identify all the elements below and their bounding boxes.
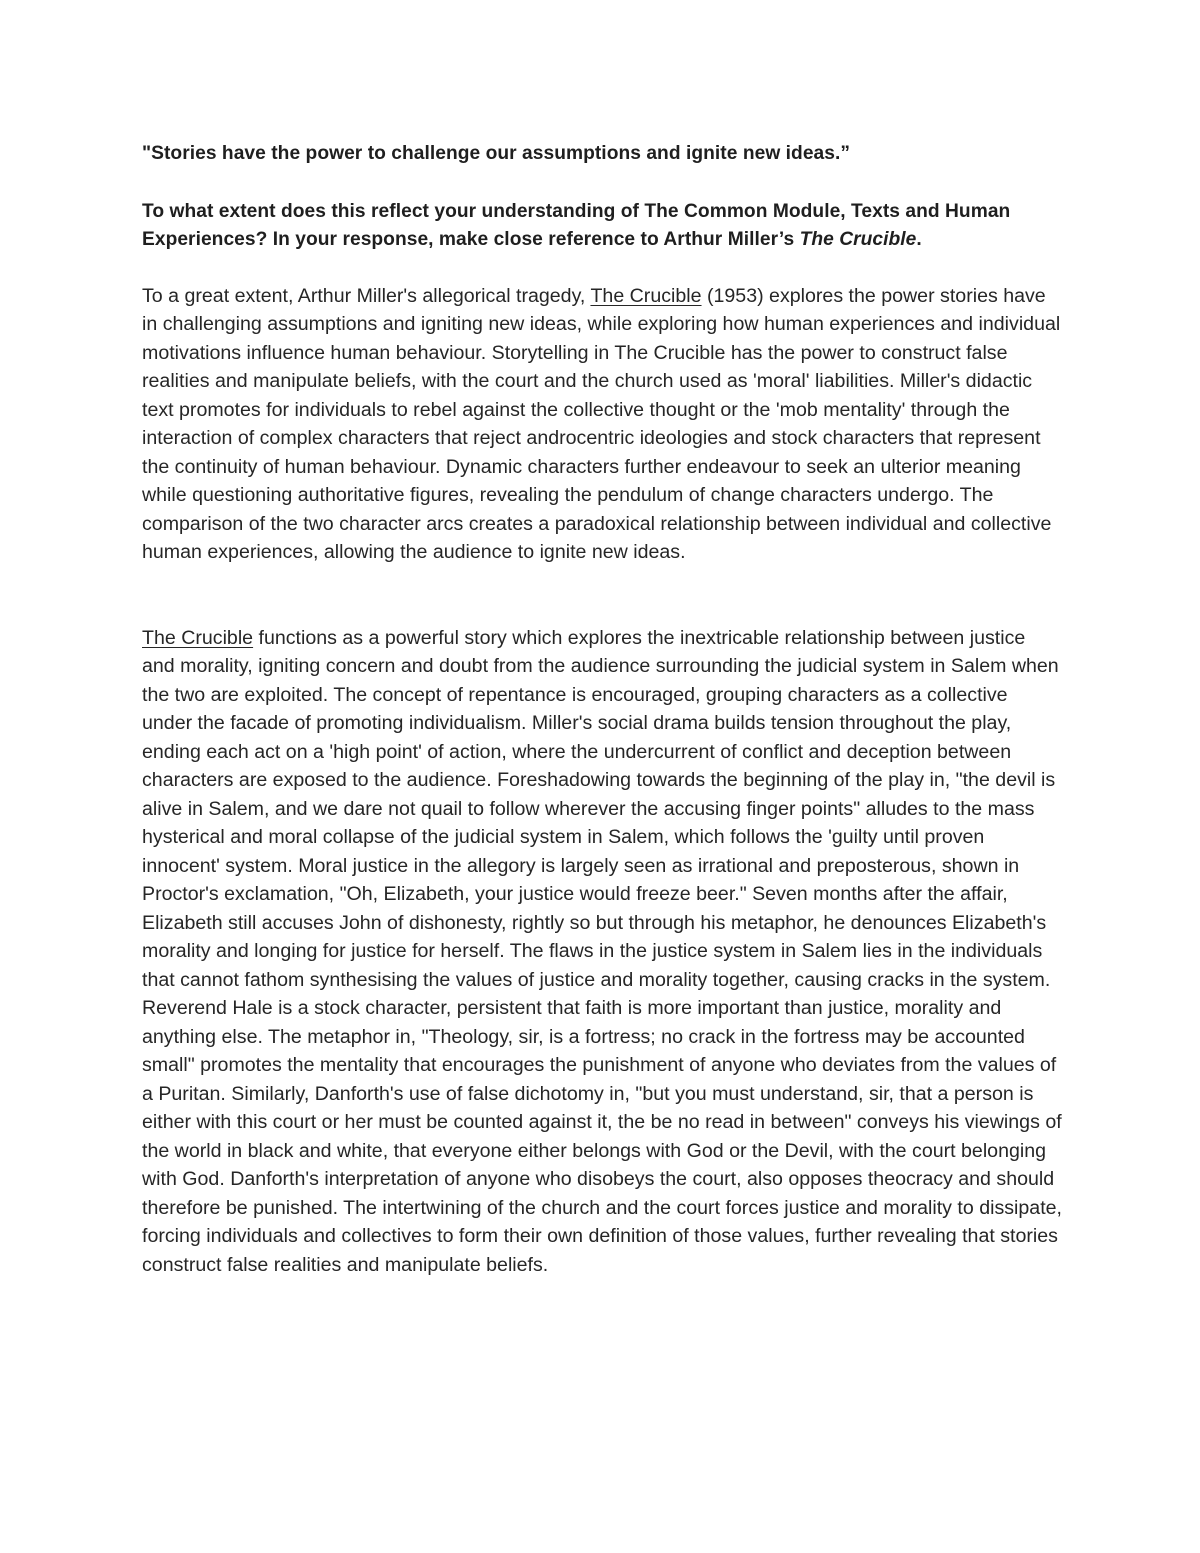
essay-question-title: The Crucible xyxy=(799,229,917,250)
intro-text-after-title: (1953) explores the power stories have in challenging assumptions and igniting new ideas, while exploring how human experiences and individual motivations influence human behaviour. Storytelling in The Crucible has the power to construct false realities and manipulate beliefs, with the court and the church used as 'moral' liabilities. Miller's didactic text promotes for individuals to rebel against the collective thought or the 'mob mentality' through the interaction of complex characters that reject androcentric ideologies and stock characters that represent the continuity of human behaviour. Dynamic characters further endeavour to seek an ulterior meaning while questioning authoritative figures, revealing the pendulum of change characters undergo. The comparison of the two character arcs creates a paradoxical relationship between individual and collective human experiences, allowing the audience to ignite new ideas. xyxy=(142,284,1061,563)
intro-play-title: The Crucible xyxy=(590,284,702,307)
essay-question xyxy=(142,198,1062,255)
intro-text-before-title: To a great extent, Arthur Miller's allegorical tragedy, xyxy=(142,284,591,307)
document-page xyxy=(142,140,1062,1279)
essay-prompt-quote: "Stories have the power to challenge our assumptions and ignite new ideas.” xyxy=(142,143,851,164)
introduction-paragraph xyxy=(142,282,1062,567)
body-paragraph xyxy=(142,624,1062,1280)
body-text: functions as a powerful story which explores the inextricable relationship between justice and morality, igniting concern and doubt from the audience surrounding the judicial system in Salem when the two are exploited. The concept of repentance is encouraged, grouping characters as a collective under the facade of promoting individualism. Miller's social drama builds tension throughout the play, ending each act on a 'high point' of action, where the undercurrent of conflict and deception between characters are exposed to the audience. Foreshadowing towards the beginning of the play in, "the devil is alive in Salem, and we dare not quail to follow wherever the accusing finger points" alludes to the mass hysterical and moral collapse of the judicial system in Salem, which follows the 'guilty until proven innocent' system. Moral justice in the allegory is largely seen as irrational and preposterous, shown in Proctor's exclamation, "Oh, Elizabeth, your justice would freeze beer." Seven months after the affair, Elizabeth still accuses John of dishonesty, rightly so but through his metaphor, he denounces Elizabeth's morality and longing for justice for herself. The flaws in the justice system in Salem lies in the individuals that cannot fathom synthesising the values of justice and morality together, causing cracks in the system. Reverend Hale is a stock character, persistent that faith is more important than justice, morality and anything else. The metaphor in, "Theology, sir, is a fortress; no crack in the fortress may be accounted small" promotes the mentality that encourages the punishment of anyone who deviates from the values of a Puritan. Similarly, Danforth's use of false dichotomy in, "but you must understand, sir, that a person is either with this court or her must be counted against it, the be no read in between" conveys his viewings of the world in black and white, that everyone either belongs with God or the Devil, with the court belonging with God. Danforth's interpretation of anyone who disobeys the court, also opposes theocracy and should therefore be punished. The intertwining of the church and the court forces justice and morality to dissipate, forcing individuals and collectives to form their own definition of those values, further revealing that stories construct false realities and manipulate beliefs. xyxy=(142,626,1062,1276)
body-play-title: The Crucible xyxy=(142,626,254,649)
essay-question-text: To what extent does this reflect your understanding of The Common Module, Texts and Human Experiences? In your response, make close reference to Arthur Miller’s xyxy=(142,200,1011,250)
essay-question-end: . xyxy=(916,229,922,250)
